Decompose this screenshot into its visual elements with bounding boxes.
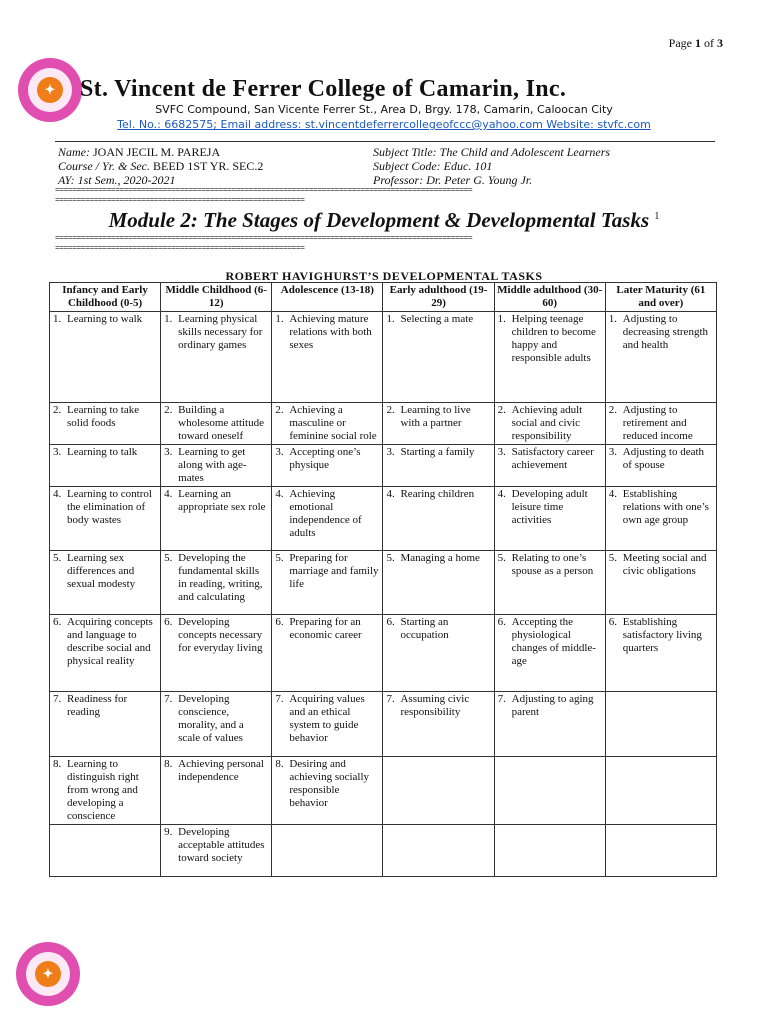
task-number: 7. bbox=[53, 693, 62, 705]
table-cell bbox=[161, 487, 272, 551]
task-text: Satisfactory career achievement bbox=[511, 446, 594, 471]
task-text: Developing acceptable attitudes toward society bbox=[178, 826, 265, 864]
task-number: 8. bbox=[164, 758, 173, 770]
college-seal-icon: ✦ bbox=[35, 961, 61, 987]
table-cell bbox=[272, 403, 383, 445]
table-cell bbox=[50, 487, 161, 551]
task-number: 7. bbox=[386, 693, 395, 705]
table-cell bbox=[50, 445, 161, 487]
student-info: Name: JOAN JECIL M. PAREJA Course / Yr. & Sec. BEED 1ST YR. SEC.2 AY: 1st Sem., 2020-2021 bbox=[58, 145, 264, 187]
task-number: 3. bbox=[497, 446, 506, 458]
table-cell bbox=[605, 312, 716, 403]
table-cell bbox=[161, 692, 272, 757]
table-row bbox=[50, 445, 717, 487]
table-cell bbox=[161, 403, 272, 445]
task-text: Accepting one’s physique bbox=[289, 446, 361, 471]
table-cell bbox=[494, 445, 605, 487]
table-cell bbox=[272, 551, 383, 615]
table-cell bbox=[272, 692, 383, 757]
task-number: 1. bbox=[608, 313, 618, 325]
table-cell bbox=[161, 445, 272, 487]
college-contact-link[interactable]: Tel. No.: 6682575; Email address: st.vincentdeferrercollegeofccc@yahoo.com Website: stvfc.com bbox=[117, 118, 651, 131]
subject-info: Subject Title: The Child and Adolescent Learners Subject Code: Educ. 101 Professor: Dr. Peter G. Young Jr. bbox=[373, 145, 611, 187]
task-text: Achieving emotional independence of adults bbox=[289, 488, 362, 539]
task-number: 4. bbox=[497, 488, 506, 500]
task-text: Developing conscience, morality, and a scale of values bbox=[178, 693, 244, 744]
task-number: 6. bbox=[275, 616, 284, 628]
table-row bbox=[50, 692, 717, 757]
table-cell bbox=[272, 825, 383, 877]
subject-code: Educ. 101 bbox=[443, 159, 493, 173]
table-cell bbox=[161, 551, 272, 615]
task-number: 2. bbox=[608, 404, 618, 416]
task-text: Developing adult leisure time activities bbox=[511, 488, 588, 526]
task-text: Achieving personal independence bbox=[178, 758, 264, 783]
table-cell bbox=[494, 825, 605, 877]
task-text: Starting an occupation bbox=[400, 616, 449, 641]
table-cell bbox=[494, 403, 605, 445]
task-number: 6. bbox=[608, 616, 618, 628]
college-logo-footer bbox=[16, 942, 80, 1006]
task-number: 2. bbox=[497, 404, 506, 416]
task-number: 3. bbox=[53, 446, 62, 458]
table-cell bbox=[272, 487, 383, 551]
task-number: 4. bbox=[53, 488, 62, 500]
header-divider bbox=[55, 141, 715, 142]
developmental-tasks-table bbox=[49, 282, 717, 877]
table-cell bbox=[50, 615, 161, 692]
task-text: Achieving mature relations with both sexes bbox=[289, 313, 372, 351]
table-cell bbox=[605, 445, 716, 487]
table-cell bbox=[383, 445, 494, 487]
task-number: 7. bbox=[275, 693, 284, 705]
table-cell bbox=[272, 615, 383, 692]
table-cell bbox=[605, 825, 716, 877]
table-row bbox=[50, 757, 717, 825]
table-cell bbox=[383, 757, 494, 825]
table-cell bbox=[605, 615, 716, 692]
task-number: 5. bbox=[386, 552, 395, 564]
task-text: Preparing for marriage and family life bbox=[289, 552, 379, 590]
table-cell bbox=[161, 615, 272, 692]
rule-line: ================================================================================================= bbox=[55, 235, 473, 242]
task-text: Meeting social and civic obligations bbox=[622, 552, 707, 577]
task-number: 2. bbox=[275, 404, 284, 416]
table-cell bbox=[605, 551, 716, 615]
task-text: Establishing satisfactory living quarters bbox=[622, 616, 702, 654]
course-value: BEED 1ST YR. SEC.2 bbox=[153, 159, 264, 173]
table-row bbox=[50, 403, 717, 445]
task-text: Learning an appropriate sex role bbox=[178, 488, 266, 513]
task-text: Learning to control the elimination of body wastes bbox=[67, 488, 152, 526]
task-text: Learning to live with a partner bbox=[400, 404, 471, 429]
column-header: Middle Childhood (6-12) bbox=[161, 283, 272, 312]
task-number: 5. bbox=[53, 552, 62, 564]
task-text: Acquiring values and an ethical system to guide behavior bbox=[289, 693, 365, 744]
table-cell bbox=[272, 757, 383, 825]
table-cell bbox=[494, 692, 605, 757]
task-text: Relating to one’s spouse as a person bbox=[511, 552, 594, 577]
task-text: Learning to walk bbox=[67, 313, 143, 325]
college-seal-icon: ✦ bbox=[37, 77, 63, 103]
table-cell bbox=[605, 757, 716, 825]
module-footnote: 1 bbox=[654, 211, 660, 222]
table-cell bbox=[50, 403, 161, 445]
task-text: Desiring and achieving socially responsible behavior bbox=[289, 758, 370, 809]
table-row bbox=[50, 825, 717, 877]
column-header: Adolescence (13-18) bbox=[272, 283, 383, 312]
task-number: 6. bbox=[386, 616, 395, 628]
table-cell bbox=[605, 487, 716, 551]
table-cell bbox=[50, 551, 161, 615]
task-text: Establishing relations with one’s own age group bbox=[622, 488, 709, 526]
task-text: Learning to take solid foods bbox=[67, 404, 140, 429]
task-text: Achieving a masculine or feminine social role bbox=[289, 404, 377, 442]
table-row bbox=[50, 551, 717, 615]
table-cell bbox=[50, 312, 161, 403]
table-row bbox=[50, 312, 717, 403]
professor: Dr. Peter G. Young Jr. bbox=[426, 173, 533, 187]
table-cell bbox=[605, 403, 716, 445]
task-text: Assuming civic responsibility bbox=[400, 693, 470, 718]
task-number: 2. bbox=[164, 404, 173, 416]
student-name: JOAN JECIL M. PAREJA bbox=[93, 145, 221, 159]
task-text: Adjusting to decreasing strength and health bbox=[622, 313, 708, 351]
task-number: 1. bbox=[275, 313, 284, 325]
table-cell bbox=[494, 615, 605, 692]
table-title: ROBERT HAVIGHURST’S DEVELOPMENTAL TASKS bbox=[225, 269, 543, 283]
task-text: Helping teenage children to become happy and responsible adults bbox=[511, 313, 596, 364]
table-cell bbox=[383, 487, 494, 551]
task-text: Learning to talk bbox=[67, 446, 138, 458]
task-number: 5. bbox=[164, 552, 173, 564]
task-number: 1. bbox=[53, 313, 62, 325]
task-text: Developing the fundamental skills in reading, writing, and calculating bbox=[178, 552, 263, 603]
table-cell bbox=[494, 757, 605, 825]
column-header: Infancy and Early Childhood (0-5) bbox=[50, 283, 161, 312]
task-text: Rearing children bbox=[400, 488, 475, 500]
task-text: Preparing for an economic career bbox=[289, 616, 362, 641]
table-cell bbox=[605, 692, 716, 757]
table-cell bbox=[494, 312, 605, 403]
task-number: 1. bbox=[497, 313, 506, 325]
column-header: Middle adulthood (30-60) bbox=[494, 283, 605, 312]
task-text: Learning sex differences and sexual modesty bbox=[67, 552, 136, 590]
task-number: 4. bbox=[164, 488, 173, 500]
table-cell bbox=[161, 825, 272, 877]
page-number: Page 1 of 3 bbox=[668, 36, 723, 50]
table-cell bbox=[272, 312, 383, 403]
academic-year: 1st Sem., 2020-2021 bbox=[77, 173, 176, 187]
task-text: Acquiring concepts and language to describe social and physical reality bbox=[67, 616, 153, 667]
task-number: 3. bbox=[275, 446, 284, 458]
task-number: 3. bbox=[386, 446, 395, 458]
rule-line: ========================================================== bbox=[55, 197, 305, 204]
task-number: 6. bbox=[164, 616, 173, 628]
table-row bbox=[50, 487, 717, 551]
task-number: 1. bbox=[164, 313, 173, 325]
task-text: Readiness for reading bbox=[67, 693, 128, 718]
rule-line: ========================================================== bbox=[55, 245, 305, 252]
task-number: 8. bbox=[275, 758, 284, 770]
task-text: Learning to distinguish right from wrong and developing a conscience bbox=[67, 758, 139, 822]
task-number: 3. bbox=[608, 446, 618, 458]
task-text: Managing a home bbox=[400, 552, 480, 564]
table-cell bbox=[383, 403, 494, 445]
task-text: Learning physical skills necessary for ordinary games bbox=[178, 313, 263, 351]
task-number: 9. bbox=[164, 826, 173, 838]
task-text: Adjusting to retirement and reduced income bbox=[622, 404, 693, 442]
table-cell bbox=[383, 551, 494, 615]
task-text: Starting a family bbox=[400, 446, 475, 458]
task-text: Developing concepts necessary for everyday living bbox=[178, 616, 263, 654]
task-number: 4. bbox=[386, 488, 395, 500]
task-text: Learning to get along with age-mates bbox=[178, 446, 247, 484]
task-number: 7. bbox=[164, 693, 173, 705]
table-cell bbox=[50, 757, 161, 825]
table-cell bbox=[161, 757, 272, 825]
table-cell bbox=[494, 487, 605, 551]
column-header: Later Maturity (61 and over) bbox=[605, 283, 716, 312]
college-address: SVFC Compound, San Vicente Ferrer St., Area D, Brgy. 178, Camarin, Caloocan City bbox=[155, 103, 613, 116]
task-text: Selecting a mate bbox=[400, 313, 474, 325]
table-cell bbox=[50, 825, 161, 877]
task-number: 1. bbox=[386, 313, 395, 325]
table-cell bbox=[383, 615, 494, 692]
task-number: 2. bbox=[386, 404, 395, 416]
table-row bbox=[50, 615, 717, 692]
column-header: Early adulthood (19-29) bbox=[383, 283, 494, 312]
task-number: 2. bbox=[53, 404, 62, 416]
task-number: 6. bbox=[497, 616, 506, 628]
subject-title: The Child and Adolescent Learners bbox=[439, 145, 611, 159]
task-number: 6. bbox=[53, 616, 62, 628]
table-header-row bbox=[50, 283, 717, 312]
table-cell bbox=[494, 551, 605, 615]
task-number: 4. bbox=[608, 488, 618, 500]
task-text: Achieving adult social and civic responsibility bbox=[511, 404, 583, 442]
task-number: 8. bbox=[53, 758, 62, 770]
task-number: 5. bbox=[608, 552, 618, 564]
task-number: 5. bbox=[275, 552, 284, 564]
table-cell bbox=[161, 312, 272, 403]
table-cell bbox=[272, 445, 383, 487]
table-cell bbox=[50, 692, 161, 757]
table-cell bbox=[383, 825, 494, 877]
college-name: St. Vincent de Ferrer College of Camarin, Inc. bbox=[80, 76, 567, 102]
task-number: 3. bbox=[164, 446, 173, 458]
table-cell bbox=[383, 692, 494, 757]
task-text: Accepting the physiological changes of middle-age bbox=[511, 616, 596, 667]
table-cell bbox=[383, 312, 494, 403]
task-number: 4. bbox=[275, 488, 284, 500]
task-text: Adjusting to death of spouse bbox=[622, 446, 705, 471]
task-text: Building a wholesome attitude toward oneself bbox=[178, 404, 264, 442]
rule-line: ================================================================================================= bbox=[55, 187, 473, 194]
module-title: Module 2: The Stages of Development & Developmental Tasks $^1$ bbox=[108, 208, 660, 232]
task-text: Adjusting to aging parent bbox=[511, 693, 594, 718]
task-number: 7. bbox=[497, 693, 506, 705]
task-number: 5. bbox=[497, 552, 506, 564]
